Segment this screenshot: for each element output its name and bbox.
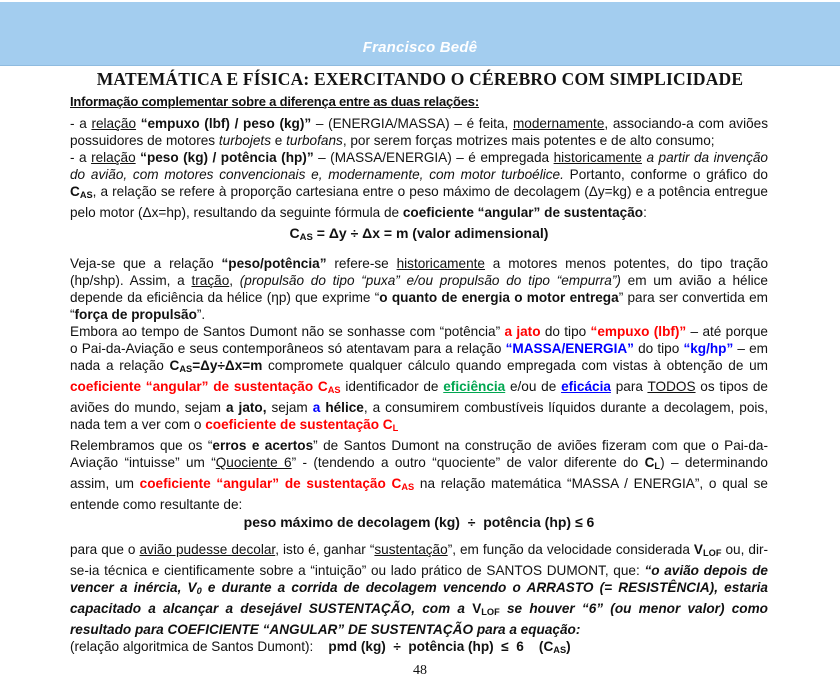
- text-run: coeficiente “angular” de sustentação C: [70, 379, 328, 395]
- text-run: turbofans: [286, 133, 343, 148]
- page-number: 48: [413, 663, 427, 678]
- text-run: , isto é, ganhar “: [275, 542, 375, 558]
- text-run: C: [70, 184, 80, 199]
- text-run: tração: [191, 273, 230, 289]
- text-run: LOF: [703, 548, 722, 559]
- text-run: do tipo: [540, 324, 591, 340]
- para-que-paragraph: [70, 541, 768, 659]
- text-run: eficiência: [443, 379, 506, 395]
- text-run: modernamente: [512, 116, 605, 131]
- text-run: AS: [299, 232, 313, 244]
- text-run: a jato: [504, 324, 541, 340]
- text-run: = Δy ÷ Δx = m (valor adimensional): [312, 225, 549, 242]
- text-run: se houver “6” (ou menor valor) como resultado para COEFICIENTE “ANGULAR” DE SUSTENTAÇÃO para a equação:: [70, 601, 768, 638]
- cas-formula: [70, 225, 768, 246]
- text-run: a motores menos potentes, do tipo tração (hp/shp). Assim, a: [70, 256, 768, 289]
- text-run: refere-se: [326, 256, 397, 272]
- text-run: historicamente: [396, 256, 485, 272]
- text-run: “empuxo (lbf) / peso (kg)”: [140, 116, 312, 131]
- text-run: erros e acertos: [212, 438, 314, 454]
- text-run: “o avião depois de vencer a inércia,: [70, 563, 768, 596]
- text-run: - a: [70, 116, 92, 131]
- text-run: V: [472, 601, 482, 617]
- text-run: ): [566, 639, 571, 655]
- text-run: – até porque o Pai-da-Aviação e seus contemporâneos só atentavam para a relação: [70, 324, 768, 357]
- text-run: “peso (kg) / potência (hp)”: [140, 150, 314, 165]
- text-run: C: [644, 455, 655, 471]
- text-run: AS: [553, 645, 567, 656]
- text-run: para: [610, 379, 648, 395]
- text-run: turbojets: [218, 133, 271, 148]
- text-run: Relembramos que os “: [70, 438, 213, 454]
- empuxo-peso-paragraph: [70, 115, 768, 149]
- text-run: , a consumirem combustíveis líquidos durante a decolagem, pois, nada tem a ver com o: [70, 400, 769, 433]
- text-run: em um avião a hélice depende da eficiência da hélice (ηp) que exprime “: [70, 273, 768, 306]
- text-run: os tipos de aviões do mundo, sejam: [70, 379, 768, 416]
- text-run: – (ENERGIA/MASSA) – é feita,: [311, 116, 513, 131]
- text-run: , associando-a com aviões possuidores de motores: [70, 116, 769, 148]
- text-run: “kg/hp”: [683, 341, 734, 357]
- text-run: (relação algoritmica de Santos Dumont):: [70, 639, 329, 655]
- text-run: ”, em função da velocidade considerada: [447, 542, 694, 558]
- text-run: AS: [179, 364, 193, 375]
- text-run: para que o: [70, 542, 140, 558]
- text-run: , por serem forças motrizes mais potentes e de alto consumo;: [342, 133, 715, 148]
- peso-potencia-paragraph: [70, 149, 768, 221]
- page-title: MATEMÁTICA E FÍSICA: EXERCITANDO O CÉREBRO COM SIMPLICIDADE: [96, 69, 744, 89]
- text-run: sustentação: [374, 542, 448, 558]
- text-run: – em nada a relação: [70, 341, 768, 374]
- text-run: peso máximo de decolagem (kg) ÷ potência (hp) ≤ 6: [243, 514, 595, 531]
- text-run: L: [392, 423, 399, 434]
- text-run: o quanto de energia o motor entrega: [379, 290, 619, 306]
- text-run: Embora ao tempo de Santos Dumont não se sonhasse com “potência”: [70, 324, 505, 340]
- text-run: “peso/potência”: [221, 256, 327, 272]
- text-run: pmd (kg) ÷ potência (hp) ≤ 6 (C: [328, 639, 554, 655]
- veja-se-paragraph: [70, 255, 768, 323]
- text-run: e/ou de: [505, 379, 562, 395]
- text-run: , a relação se refere à proporção cartesiana entre o peso máximo de decolagem (Δy=kg) e a potência entregue pelo motor (Δx=hp), resultando da seguinte fórmula de: [70, 184, 768, 221]
- text-run: ) – determinando assim, um: [70, 455, 768, 492]
- text-run: a partir da invenção do avião, com motores convencionais e, modernamente, com motor turboélice.: [70, 150, 768, 182]
- text-run: “empuxo (lbf)”: [590, 324, 687, 340]
- text-run: e: [271, 133, 287, 148]
- text-run: identificador de: [340, 379, 444, 395]
- text-run: relação: [91, 116, 137, 131]
- text-run: força de propulsão: [74, 307, 197, 323]
- text-run: do tipo: [633, 341, 684, 357]
- text-run: Veja-se que a relação: [70, 256, 222, 272]
- text-run: ” de Santos Dumont na construção de aviões fizeram com que o Pai-da-Aviação “intuisse” um “: [70, 438, 768, 471]
- text-run: C: [289, 225, 300, 242]
- text-run: ou, dir-se-ia técnica e cientificamente sobre a “intuição” ou lado prático de SANTOS DUMONT, que:: [70, 542, 769, 579]
- text-run: na relação matemática “MASSA / ENERGIA”, o qual se entende como resultante de:: [70, 476, 768, 513]
- text-run: “MASSA/ENERGIA”: [505, 341, 634, 357]
- text-run: V: [187, 580, 197, 596]
- text-run: (propulsão do tipo “puxa” e/ou propulsão do tipo “empurra”): [239, 273, 621, 289]
- text-run: relação: [91, 150, 136, 165]
- text-run: – (MASSA/ENERGIA) – é empregada: [313, 150, 554, 165]
- text-run: a: [312, 400, 321, 416]
- header-bar: [0, 2, 840, 66]
- text-run: avião pudesse decolar: [139, 542, 276, 558]
- relembramos-paragraph: [70, 437, 768, 513]
- text-run: AS: [327, 385, 341, 396]
- text-run: eficácia: [561, 379, 611, 395]
- text-run: ,: [229, 273, 240, 289]
- text-run: L: [654, 461, 661, 472]
- text-run: historicamente: [553, 150, 642, 165]
- text-run: Portanto, conforme o gráfico do: [563, 167, 768, 182]
- text-run: V: [693, 542, 703, 558]
- takeoff-formula: [70, 514, 768, 531]
- text-run: sejam: [266, 400, 313, 416]
- text-run: coeficiente “angular” de sustentação C: [139, 476, 402, 492]
- text-run: ” - (tendendo a outro “quociente” de valor diferente do: [291, 455, 645, 471]
- text-run: TODOS: [647, 379, 696, 395]
- text-run: 0: [196, 586, 202, 597]
- text-run: ”.: [196, 307, 206, 323]
- text-run: - a: [70, 150, 92, 165]
- author-name: Francisco Bedê: [362, 39, 478, 56]
- text-run: :: [643, 205, 647, 221]
- text-run: Quociente 6: [215, 455, 292, 471]
- text-run: hélice: [325, 400, 364, 416]
- text-run: compromete qualquer cálculo quando empregada com vistas à obtenção de um: [262, 358, 768, 374]
- section-heading: Informação complementar sobre a diferença entre as duas relações:: [70, 94, 479, 109]
- text-run: AS: [79, 190, 93, 201]
- text-run: coeficiente “angular” de sustentação: [402, 205, 644, 221]
- text-run: ” para ser convertida em “: [70, 290, 769, 323]
- embora-paragraph: [70, 323, 768, 437]
- text-run: AS: [401, 482, 415, 493]
- text-run: coeficiente de sustentação C: [205, 417, 393, 433]
- text-run: a jato,: [226, 400, 267, 416]
- text-run: LOF: [481, 607, 500, 618]
- text-run: e durante a corrida de decolagem vencendo o ARRASTO (= RESISTÊNCIA), estaria capacitado a alcançar a desejável SUSTENTAÇÃO, com a: [70, 580, 768, 617]
- text-run: C: [169, 358, 180, 374]
- text-run: =Δy÷Δx=m: [192, 358, 263, 374]
- document-body: [70, 94, 768, 659]
